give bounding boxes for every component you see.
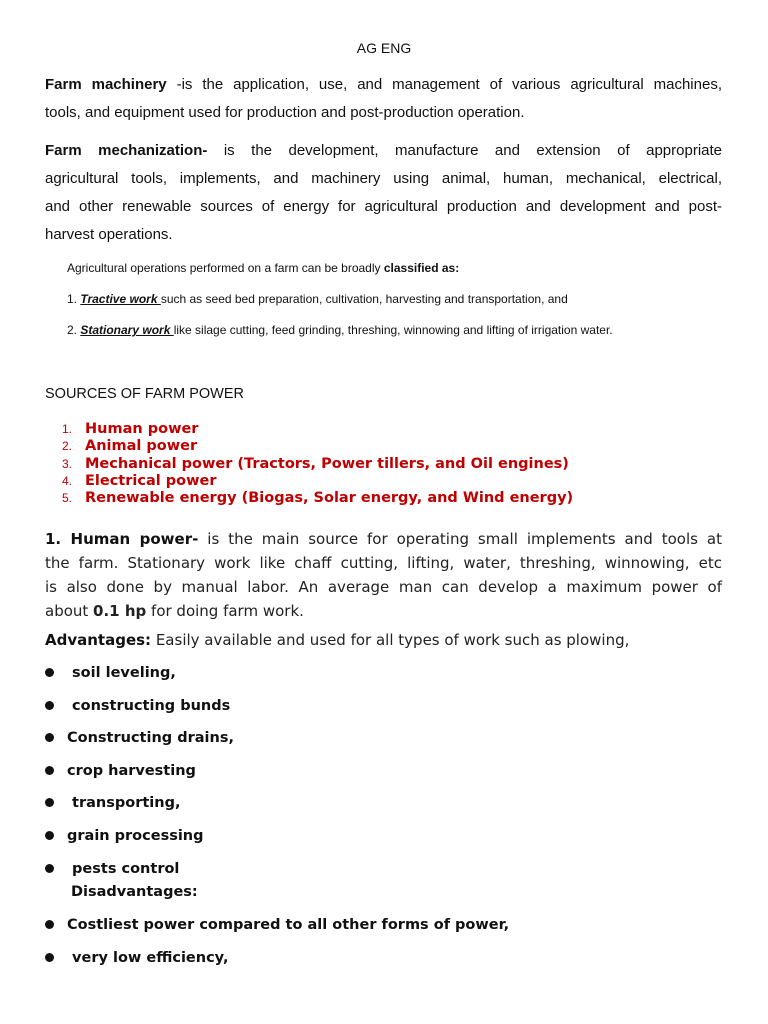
bullet-icon (45, 668, 54, 677)
advantages-line: Advantages: Easily available and used for all types of work such as plowing, (45, 631, 630, 649)
list-item: very low efficiency, (45, 950, 229, 972)
list-item: 5. Renewable energy (Biogas, Solar energy, and Wind energy) (62, 490, 574, 507)
disadvantages-label: Disadvantages: (71, 884, 198, 900)
list-item: pests control (45, 861, 179, 883)
bullet-icon (45, 766, 54, 775)
list-item: soil leveling, (45, 665, 176, 687)
bullet-icon (45, 831, 54, 840)
advantages-label: Advantages: (45, 631, 152, 649)
operations-intro: Agricultural operations performed on a farm can be broadly classified as: (67, 261, 460, 275)
list-item: 4. Electrical power (62, 472, 217, 489)
bullet-icon (45, 953, 54, 962)
bullet-icon (45, 701, 54, 710)
list-item: constructing bunds (45, 698, 230, 720)
farm-machinery-paragraph: Farm machinery -is the application, use, and management of various agricultural machines, tools, and equipment used for production and post-production operation. (45, 76, 722, 121)
list-item: transporting, (45, 795, 180, 817)
bullet-icon (45, 733, 54, 742)
human-power-label: 1. Human power- (45, 530, 199, 548)
bullet-icon (45, 798, 54, 807)
list-item: 2. Animal power (62, 438, 198, 455)
list-item: Constructing drains, (45, 730, 234, 752)
farm-machinery-term: Farm machinery (45, 76, 167, 93)
farm-mechanization-paragraph: Farm mechanization- is the development, manufacture and extension of appropriate agricultural tools, implements, and machinery using animal, human, mechanical, electrical, and other renewable sources of energy for agricultural production and development and post- harvest operations. (45, 142, 722, 243)
farm-mechanization-term: Farm mechanization- (45, 142, 208, 159)
list-item: grain processing (45, 828, 204, 850)
page-title: AG ENG (356, 40, 412, 56)
bullet-icon (45, 864, 54, 873)
human-power-paragraph: 1. Human power- is the main source for operating small implements and tools at the farm. Stationary work like chaff cutting, lifting, water, threshing, winnowing, etc is also done by manual labor. An average man can develop a maximum power of about 0.1 hp for doing farm work. (45, 530, 722, 620)
sources-list (62, 419, 573, 505)
sources-heading: SOURCES OF FARM POWER (45, 386, 244, 402)
list-item: 3. Mechanical power (Tractors, Power tillers, and Oil engines) (62, 455, 569, 472)
list-item: crop harvesting (45, 763, 196, 785)
operation-item-stationary: 2. Stationary work like silage cutting, feed grinding, threshing, winnowing and lifting of irrigation water. (67, 323, 613, 337)
list-item: 1. Human power (62, 421, 199, 437)
list-item: Costliest power compared to all other forms of power, (45, 917, 509, 939)
operation-item-tractive: 1. Tractive work such as seed bed preparation, cultivation, harvesting and transportation, and (67, 292, 568, 306)
bullet-icon (45, 920, 54, 929)
